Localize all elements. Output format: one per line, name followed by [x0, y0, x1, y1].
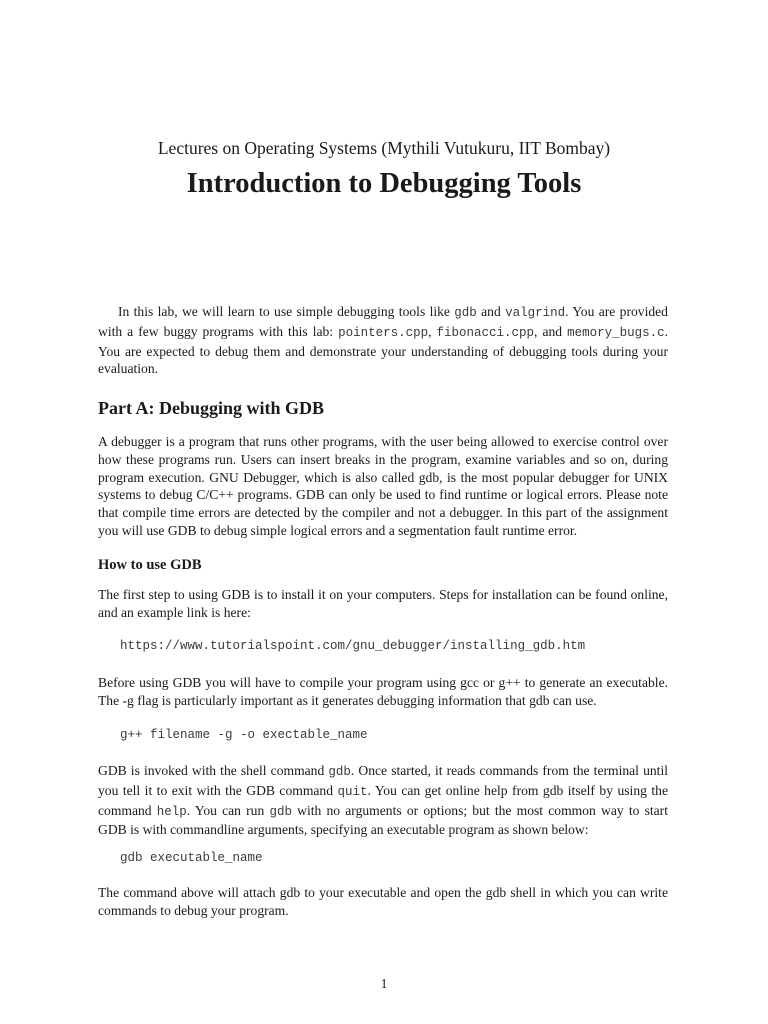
part-a-heading: Part A: Debugging with GDB: [98, 398, 325, 418]
install-paragraph: The first step to using GDB is to install it on your computers. Steps for installation can be found online, and an example link is here:: [98, 587, 668, 620]
course-header: Lectures on Operating Systems (Mythili Vutukuru, IIT Bombay): [157, 138, 611, 158]
help-command-code: help: [156, 804, 187, 819]
invoke-text-2: . Once started, it reads commands from the terminal until you tell it to exit with the GDB command: [98, 763, 668, 798]
intro-text-2: and: [476, 304, 506, 319]
intro-sep-2: , and: [534, 323, 568, 339]
gdb-start-command: gdb executable_name: [120, 851, 263, 865]
invoke-paragraph: [98, 762, 668, 839]
invoke-text-5: with no arguments or options; but the most common way to start GDB is with commandline arguments, specifying an executable program as shown below:: [98, 802, 668, 838]
file-fibonacci: fibonacci.cpp: [436, 325, 535, 340]
intro-paragraph: [98, 303, 668, 378]
intro-sep-1: ,: [428, 323, 437, 339]
install-link[interactable]: https://www.tutorialspoint.com/gnu_debugger/installing_gdb.htm: [120, 639, 586, 653]
attach-paragraph: The command above will attach gdb to your executable and open the gdb shell in which you can write commands to debug your program.: [98, 885, 668, 918]
part-a-paragraph: A debugger is a program that runs other programs, with the user being allowed to exercise control over how these programs run. Users can insert breaks in the program, examine variables and so on, during program execution. GNU Debugger, which is also called gdb, is the most popular debugger for UNIX systems to debug C/C++ programs. GDB can only be used to find runtime or logical errors. Please note that compile time errors are detected by the compiler and not a debugger. In this part of the assignment you will use GDB to debug simple logical errors and a segmentation fault runtime error.: [98, 434, 668, 538]
invoke-text-3: . You can get online help from gdb itself by using the command: [98, 782, 668, 818]
intro-text-4: . You are expected to debug them and demonstrate your understanding of debugging tools during your evaluation.: [98, 323, 669, 377]
intro-text-3: . You are provided with a few buggy programs with this lab:: [98, 304, 668, 339]
invoke-text-4: . You can run: [186, 802, 270, 818]
file-memory-bugs: memory_bugs.c: [567, 325, 665, 340]
intro-text-1: In this lab, we will learn to use simple debugging tools like: [118, 304, 455, 319]
page-number: 1: [380, 976, 388, 991]
file-pointers: pointers.cpp: [338, 325, 429, 340]
quit-command-code: quit: [337, 784, 368, 799]
gdb-command-code: gdb: [328, 765, 351, 779]
how-to-heading: How to use GDB: [98, 557, 202, 573]
valgrind-code: valgrind: [505, 306, 566, 320]
invoke-text-1: GDB is invoked with the shell command: [98, 763, 329, 778]
compile-paragraph: Before using GDB you will have to compile your program using gcc or g++ to generate an executable. The -g flag is particularly important as it generates debugging information that gdb can use.: [98, 675, 668, 708]
compile-command: g++ filename -g -o exectable_name: [120, 728, 368, 742]
page-title: Introduction to Debugging Tools: [186, 168, 582, 199]
gdb-code: gdb: [454, 306, 477, 320]
gdb-run-code: gdb: [269, 804, 292, 819]
